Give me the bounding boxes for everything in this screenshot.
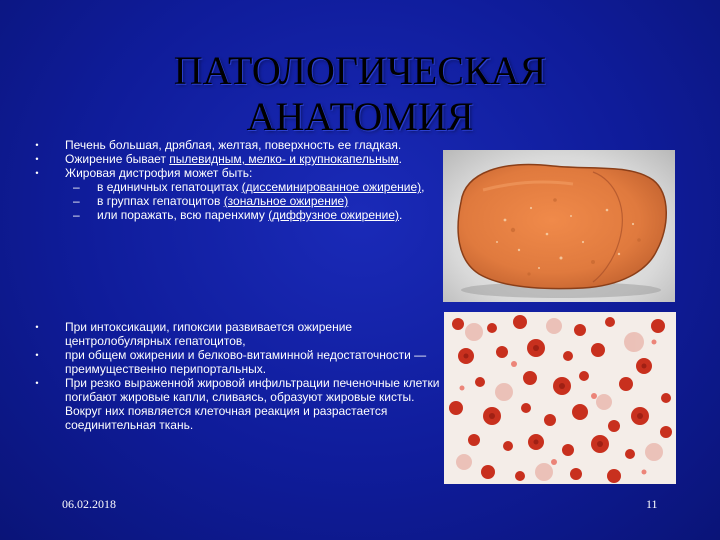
bullet-item: [30, 376, 440, 432]
bullet-item: [30, 348, 440, 376]
liver-specimen-image: [443, 150, 675, 302]
liver-micrograph-image: [444, 312, 676, 484]
bullet-icon: •: [35, 322, 39, 332]
sub-item-text: в единичных гепатоцитах: [97, 180, 242, 194]
sub-item-text: в группах гепатоцитов: [97, 194, 224, 208]
sub-item: [65, 194, 430, 208]
bullet-list-macroscopic: [30, 138, 430, 222]
bullet-item: [30, 138, 430, 152]
dash-icon: –: [73, 194, 80, 208]
underlined-term: (диссеминированное ожирение): [241, 180, 422, 194]
bullet-item: [30, 320, 440, 348]
title-line-1: ПАТОЛОГИЧЕСКАЯ: [173, 48, 547, 93]
bullet-text: При резко выраженной жировой инфильтрации печеночные клетки погибают жировые капли, сливаясь, образуют жировые кисты. Вокруг них появляется клеточная реакция и разрастается соединительная ткань.: [65, 376, 440, 432]
underlined-term: (диффузное ожирение): [268, 208, 400, 222]
bullet-text: при общем ожирении и белково-витаминной недостаточности — преимущественно перипортальных.: [65, 348, 427, 376]
bullet-icon: •: [35, 168, 39, 178]
sub-item: [65, 208, 430, 222]
bullet-icon: •: [35, 378, 39, 388]
bullet-list-pathogenesis: [30, 320, 440, 432]
title-line-2: АНАТОМИЯ: [246, 94, 474, 139]
underlined-term: пылевидным, мелко- и крупнокапельным: [169, 152, 399, 166]
sub-item-end: .: [399, 208, 403, 222]
bullet-icon: •: [35, 350, 39, 360]
slide-date: 06.02.2018: [62, 497, 116, 511]
sub-list: [65, 180, 430, 222]
dash-icon: –: [73, 180, 80, 194]
dash-icon: –: [73, 208, 80, 222]
underlined-term: (зональное ожирение): [223, 194, 349, 208]
micrograph-icon: [444, 312, 676, 484]
bullet-icon: •: [35, 154, 39, 164]
bullet-text: Ожирение бывает: [65, 152, 170, 166]
sub-item-text: или поражать, всю паренхиму: [97, 208, 269, 222]
liver-specimen-icon: [443, 150, 675, 302]
bullet-item: [30, 166, 430, 222]
bullet-icon: •: [35, 140, 39, 150]
bullet-text: Печень большая, дряблая, желтая, поверхность ее гладкая.: [65, 138, 402, 152]
bullet-text: Жировая дистрофия может быть:: [65, 166, 253, 180]
sub-item-end: ,: [421, 180, 425, 194]
bullet-text: При интоксикации, гипоксии развивается ожирение центролобулярных гепатоцитов,: [65, 320, 353, 348]
sub-item: [65, 180, 430, 194]
bullet-text-end: .: [398, 152, 402, 166]
bullet-item: [30, 152, 430, 166]
slide-title: [110, 48, 610, 140]
slide-number: 11: [646, 497, 658, 511]
